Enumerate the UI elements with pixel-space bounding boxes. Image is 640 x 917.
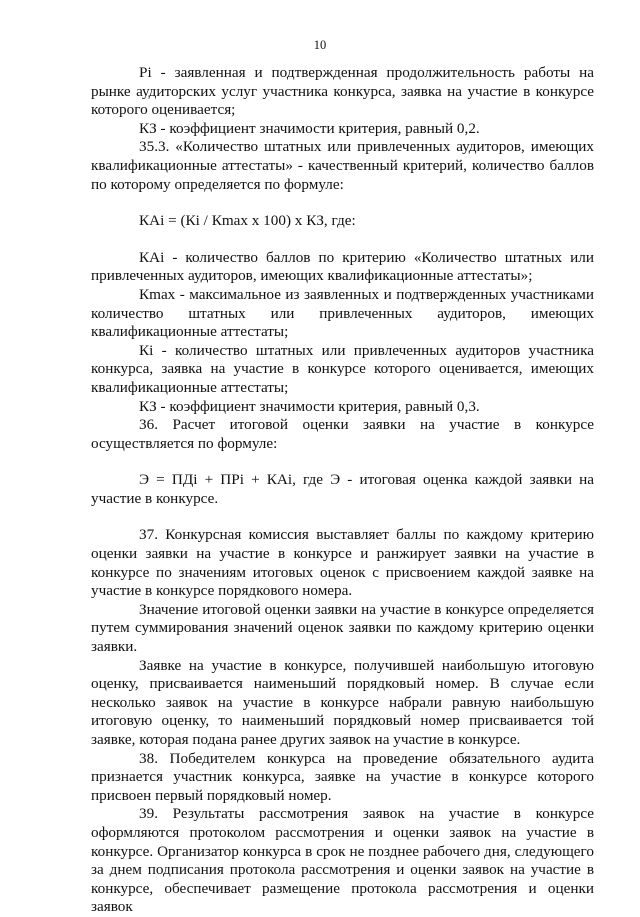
paragraph-38: 38. Победителем конкурса на проведение обязательного аудита признается участник конкурса, заявке на участие в конкурсе которого присвоен первый порядковый номер. <box>91 749 594 804</box>
paragraph-37: 37. Конкурсная комиссия выставляет баллы по каждому критерию оценки заявки на участие в конкурсе и ранжирует заявки на участие в конкурсе по значениям итоговых оценок с присвоением каждой заявке на участие в конкурсе порядкового номера. <box>91 526 594 600</box>
paragraph-kmax-definition: Кmax - максимальное из заявленных и подтвержденных участниками количество штатных или привлеченных аудиторов, имеющих квалификационные аттестаты; <box>91 285 594 341</box>
paragraph-pi-definition: Pi - заявленная и подтвержденная продолжительность работы на рынке аудиторских услуг участника конкурса, заявка на участие в конкурсе которого оценивается; <box>91 64 594 119</box>
page-number: 10 <box>313 38 327 52</box>
formula-kai: КАi = (Кi / Кmax х 100) х КЗ, где: <box>139 212 356 230</box>
paragraph-ranking-rule: Заявке на участие в конкурсе, получившей наибольшую итоговую оценку, присваивается наименьший порядковый номер. В случае если несколько заявок на участие в конкурсе набрали равную наибольшую итоговую оценку, то наименьший порядковый номер присваивается той заявке, которая подана ранее других заявок на участие в конкурсе. <box>91 656 594 748</box>
formula-total-score: Э = ПДi + ПРi + КАi, где Э - итоговая оценка каждой заявки на участие в конкурсе. <box>91 471 594 507</box>
paragraph-kai-definition: КАi - количество баллов по критерию «Количество штатных или привлеченных аудиторов, имеющих квалификационные аттестаты»; <box>91 248 594 285</box>
paragraph-kz-03: КЗ - коэффициент значимости критерия, равный 0,3. <box>139 397 480 415</box>
paragraph-ki-definition: Кi - количество штатных или привлеченных аудиторов участника конкурса, заявка на участие в конкурсе которого оценивается, имеющих квалификационные аттестаты; <box>91 341 594 396</box>
paragraph-36: 36. Расчет итоговой оценки заявки на участие в конкурсе осуществляется по формуле: <box>91 416 594 452</box>
paragraph-39: 39. Результаты рассмотрения заявок на участие в конкурсе оформляются протоколом рассмотрения и оценки заявок на участие в конкурсе. Организатор конкурса в срок не позднее рабочего дня, следующего за днем подписания протокола рассмотрения и оценки заявок на участие в конкурсе, обеспечивает размещение протокола рассмотрения и оценки заявок <box>91 805 594 916</box>
paragraph-35-3: 35.3. «Количество штатных или привлеченных аудиторов, имеющих квалификационные аттестаты» - качественный критерий, количество баллов по которому определяется по формуле: <box>91 138 594 193</box>
paragraph-total-score-value: Значение итоговой оценки заявки на участие в конкурсе определяется путем суммирования значений оценок заявки по каждому критерию оценки заявки. <box>91 600 594 656</box>
paragraph-kz-02: КЗ - коэффициент значимости критерия, равный 0,2. <box>139 119 480 137</box>
document-body <box>91 64 594 917</box>
